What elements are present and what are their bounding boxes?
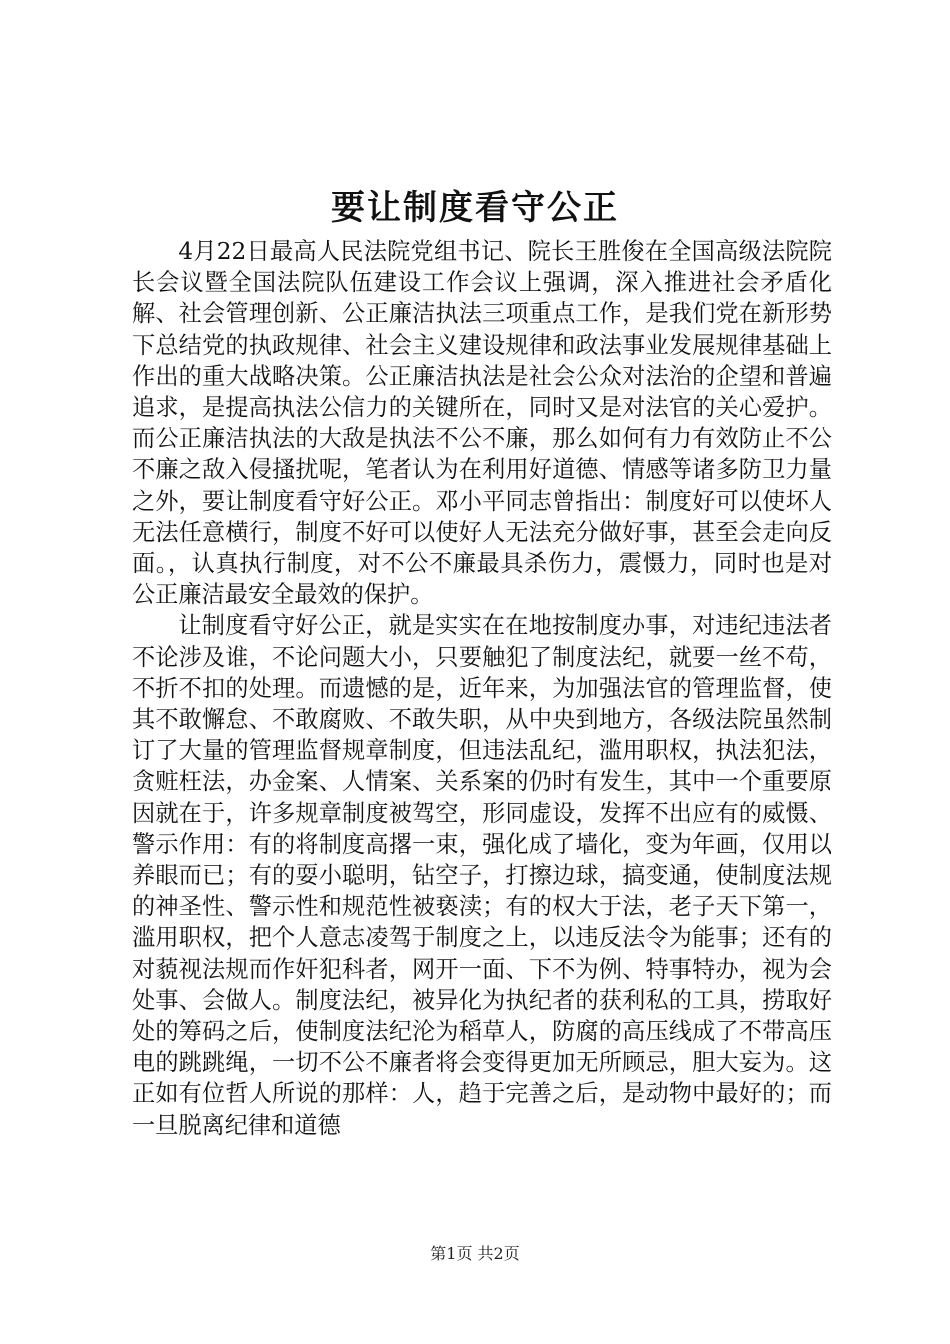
page-number: 第1页 共2页 (430, 1244, 520, 1263)
document-title: 要让制度看守公正 (331, 188, 619, 228)
paragraph-2: 让制度看守好公正，就是实实在在地按制度办事，对违纪违法者不论涉及谁，不论问题大小，只要触犯了制度法纪，就要一丝不苟，不折不扣的处理。而遗憾的是，近年来，为加强法官的管理监督，使其不敢懈怠、不敢腐败、不敢失职，从中央到地方，各级法院虽然制订了大量的管理监督规章制度，但违法乱纪，滥用职权，执法犯法，贪赃枉法，办金案、人情案、关系案的仍时有发生，其中一个重要原因就在于，许多规章制度被驾空，形同虚设，发挥不出应有的威慑、警示作用：有的将制度高撂一束，强化成了墙化，变为年画，仅用以养眼而已；有的耍小聪明，钻空子，打擦边球，搞变通，使制度法规的神圣性、警示性和规范性被亵渎；有的权大于法，老子天下第一，滥用职权，把个人意志凌驾于制度之上，以违反法令为能事；还有的对藐视法规而作奸犯科者，网开一面、下不为例、特事特办，视为会处事、会做人。制度法纪，被异化为执纪者的获利私的工具，捞取好处的筹码之后，使制度法纪沦为稻草人，防腐的高压线成了不带高压电的跳跳绳，一切不公不廉者将会变得更加无所顾忌，胆大妄为。这正如有位哲人所说的那样：人，趋于完善之后，是动物中最好的；而一旦脱离纪律和道德 (132, 612, 832, 1139)
document-body (132, 236, 832, 1141)
paragraph-1: 4月22日最高人民法院党组书记、院长王胜俊在全国高级法院院长会议暨全国法院队伍建设工作会议上强调，深入推进社会矛盾化解、社会管理创新、公正廉洁执法三项重点工作，是我们党在新形势下总结党的执政规律、社会主义建设规律和政法事业发展规律基础上作出的重大战略决策。公正廉洁执法是社会公众对法治的企望和普遍追求，是提高执法公信力的关键所在，同时又是对法官的关心爱护。而公正廉洁执法的大敌是执法不公不廉，那么如何有力有效防止不公不廉之敌入侵搔扰呢，笔者认为在利用好道德、情感等诸多防卫力量之外，要让制度看守好公正。邓小平同志曾指出：制度好可以使坏人无法任意横行，制度不好可以使好人无法充分做好事，甚至会走向反面。，认真执行制度，对不公不廉最具杀伤力，震慑力，同时也是对公正廉洁最安全最效的保护。 (132, 238, 832, 609)
